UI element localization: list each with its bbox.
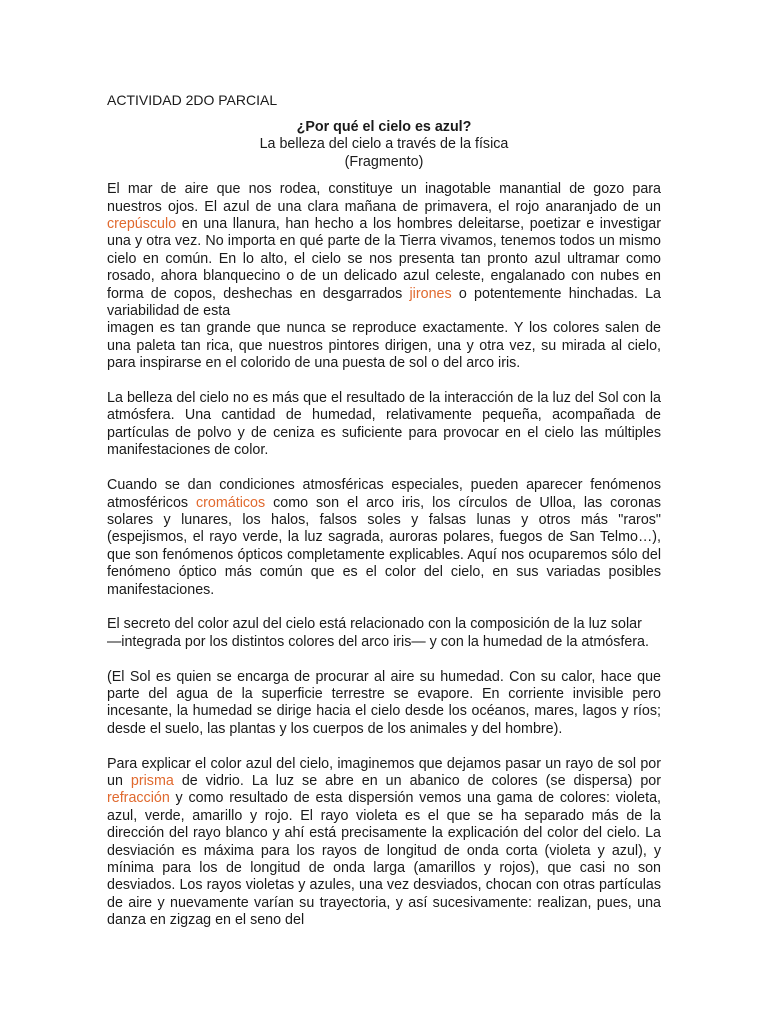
keyword-crepusculo: crepúsculo bbox=[107, 216, 177, 233]
keyword-prisma: prisma bbox=[130, 772, 174, 789]
paragraph-text: y como resultado de esta dispersión vemos una gama de colores: violeta, azul, verde, amarillo y rojo. El rayo violeta es el que se ha separado más de la dirección del rayo blanco y ahí está precisamente la explicación del color del cielo. La desviación es máxima para los rayos de longitud de onda corta (violeta y azul), y mínima para los de longitud de onda larga (amarillos y rojos), que casi no son desviados. Los rayos violetas y azules, una vez desviados, chocan con otras partículas de aire y nuevamente varían su trayectoria, y así sucesivamente: realizan, pues, una danza en zigzag en el seno del bbox=[107, 790, 661, 929]
paragraph-text: El mar de aire que nos rodea, constituye un inagotable manantial de gozo para nuestros ojos. El azul de una clara mañana de primavera, el rojo anaranjado de un bbox=[107, 181, 661, 215]
paragraph-text: o potentemente hinchadas. La variabilidad de esta bbox=[107, 285, 661, 320]
paragraph-line: —integrada por los distintos colores del arco iris— y con la humedad de la atmósfera. bbox=[107, 633, 649, 650]
paragraph-text: de vidrio. La luz se abre en un abanico de colores (se dispersa) por bbox=[173, 772, 661, 789]
paragraph-text: en una llanura, han hecho a los hombres deleitarse, poetizar e investigar una y otra vez. No importa en qué parte de la Tierra vivamos, tenemos todos un mismo cielo en común. En lo alto, el cielo se nos presenta tan pronto azul ultramar como rosado, ahora blanquecino o de un delicado azul celeste, engalanado con nubes en forma de copos, deshechas en desgarrados bbox=[107, 216, 661, 302]
paragraph-6 bbox=[107, 756, 661, 930]
paragraph-text: imagen es tan grande que nunca se reproduce exactamente. Y los colores salen de una paleta tan rica, que nuestros pintores dirigen, una y otra vez, su mirada al cielo, para inspirarse en el colorido de una puesta de sol o del arco iris. bbox=[107, 320, 661, 372]
document-title: ¿Por qué el cielo es azul? bbox=[296, 119, 472, 135]
paragraph-text: Para explicar el color azul del cielo, imaginemos que dejamos pasar un rayo de sol por un bbox=[107, 755, 661, 789]
fragment-note: (Fragmento) bbox=[344, 153, 424, 170]
keyword-refraccion: refracción bbox=[107, 790, 170, 807]
title-block bbox=[107, 119, 661, 171]
paragraph-5: (El Sol es quien se encarga de procurar al aire su humedad. Con su calor, hace que parte del agua de la superficie terrestre se evapore. En corriente invisible pero incesante, la humedad se dirige hacia el cielo desde los océanos, mares, lagos y ríos; desde el suelo, las plantas y los cuerpos de los animales y del hombre). bbox=[107, 668, 661, 737]
activity-heading: ACTIVIDAD 2DO PARCIAL bbox=[107, 92, 278, 108]
paragraph-1 bbox=[107, 181, 661, 372]
paragraph-text: Cuando se dan condiciones atmosféricas especiales, pueden aparecer fenómenos atmosféricos bbox=[107, 477, 661, 511]
keyword-jirones: jirones bbox=[409, 285, 452, 302]
paragraph-line: El secreto del color azul del cielo está relacionado con la composición de la luz solar bbox=[107, 616, 642, 633]
keyword-cromaticos: cromáticos bbox=[196, 494, 266, 511]
paragraph-text: como son el arco iris, los círculos de Ulloa, las coronas solares y lunares, los halos, falsos soles y falsas lunas y otros más "raros" (espejismos, el rayo verde, la luz sagrada, auroras polares, fuegos de San Telmo…), que son fenómenos ópticos completamente explicables. Aquí nos ocuparemos sólo del fenómeno óptico más común que es el color del cielo, en sus variadas posibles manifestaciones. bbox=[107, 494, 662, 598]
document-subtitle: La belleza del cielo a través de la física bbox=[259, 136, 509, 153]
paragraph-2: La belleza del cielo no es más que el resultado de la interacción de la luz del Sol con la atmósfera. Una cantidad de humedad, relativamente pequeña, acompañada de partículas de polvo y de ceniza es suficiente para provocar en el cielo las múltiples manifestaciones de color. bbox=[107, 390, 661, 459]
paragraph-4 bbox=[107, 616, 661, 651]
document-page bbox=[107, 92, 661, 947]
paragraph-3 bbox=[107, 477, 661, 599]
